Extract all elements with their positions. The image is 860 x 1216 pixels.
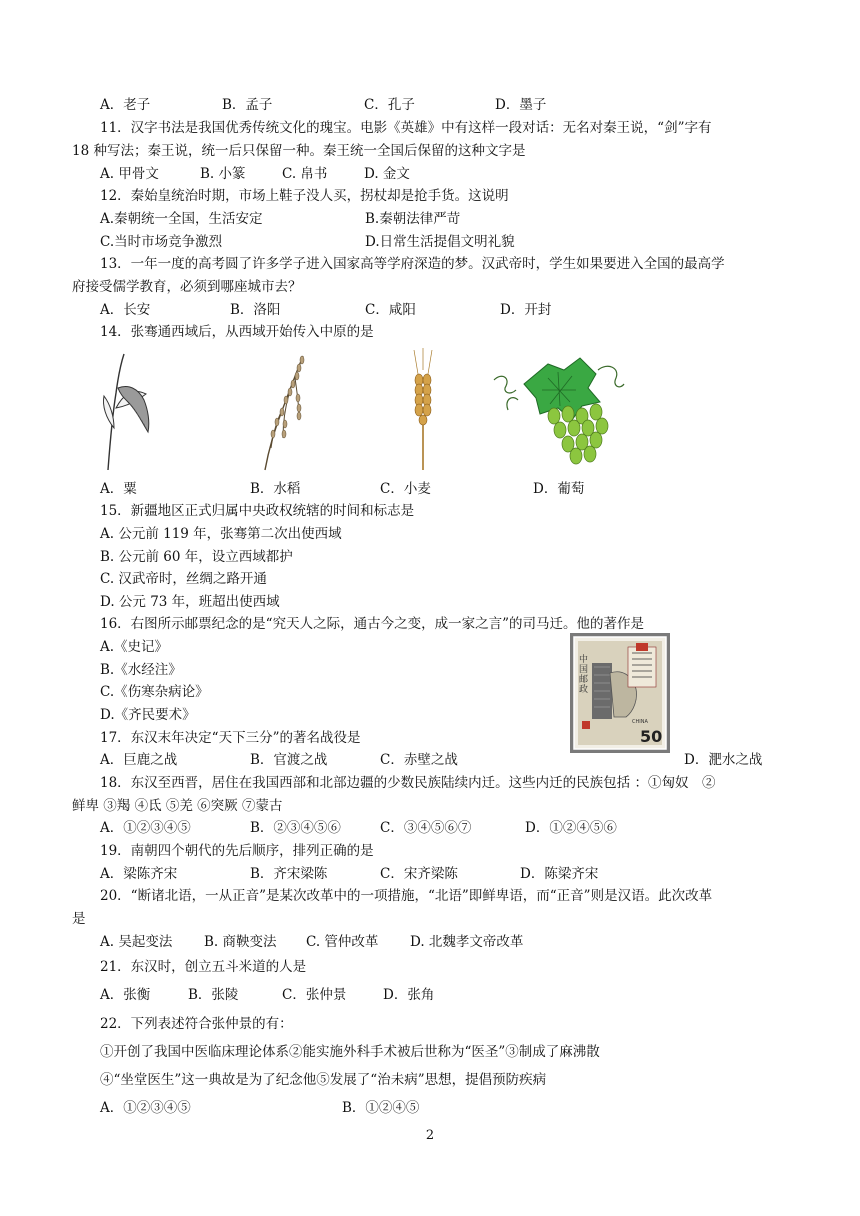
stamp-country: 中国邮政: [579, 655, 589, 695]
q11-option-c: C. 帛书: [282, 166, 328, 182]
q20-option-c: C. 管仲改革: [306, 934, 379, 950]
q19-text-line1: 19．南朝四个朝代的先后顺序，排列正确的是: [100, 843, 374, 859]
q22-option-a: A．①②③④⑤: [100, 1100, 191, 1116]
q19-option-d: D．陈梁齐宋: [520, 866, 599, 882]
q15-option-c: C. 汉武帝时，丝绸之路开通: [100, 571, 267, 587]
q21-option-d: D．张角: [383, 987, 435, 1003]
q11-option-b: B. 小篆: [200, 166, 246, 182]
q16-option-b: B.《水经注》: [100, 662, 182, 678]
q13-text-line2: 府接受儒学教育，必须到哪座城市去？: [72, 279, 302, 295]
q16-text-line1: 16．右图所示邮票纪念的是“究天人之际，通古今之变，成一家之言”的司马迁。他的著作是: [100, 616, 644, 632]
q22-text-line3: ④“坐堂医生”这一典故是为了纪念他⑤发展了“治未病”思想，提倡预防疾病: [100, 1072, 547, 1088]
q15-option-a: A. 公元前 119 年，张骞第二次出使西域: [100, 526, 342, 542]
q16-option-d: D.《齐民要术》: [100, 707, 196, 723]
q18-text-line2: 鲜卑 ③羯 ④氐 ⑤羌 ⑥突厥 ⑦蒙古: [72, 798, 283, 814]
page-number: 2: [425, 1128, 435, 1143]
q11-option-a: A. 甲骨文: [100, 166, 159, 182]
q16-option-c: C.《伤寒杂病论》: [100, 684, 209, 700]
q20-option-a: A. 吴起变法: [100, 934, 173, 950]
q18-option-c: C．③④⑤⑥⑦: [380, 820, 472, 836]
q16-option-a: A.《史记》: [100, 639, 169, 655]
q11-text-line2: 18 种写法；秦王说，统一后只保留一种。秦王统一全国后保留的这种文字是: [72, 143, 526, 159]
q12-option-c: C.当时市场竞争激烈: [100, 234, 223, 250]
stamp-value: 50: [640, 727, 663, 746]
q18-option-a: A．①②③④⑤: [100, 820, 191, 836]
q14-option-c: C．小麦: [380, 481, 431, 497]
q11-text-line1: 11．汉字书法是我国优秀传统文化的瑰宝。电影《英雄》中有这样一段对话：无名对秦王说，“剑”字有: [100, 120, 712, 136]
q20-option-d: D. 北魏孝文帝改革: [410, 934, 524, 950]
q12-option-d: D.日常生活提倡文明礼貌: [365, 234, 515, 250]
q17-option-d: D．淝水之战: [684, 752, 763, 768]
q17-option-c: C．赤壁之战: [380, 752, 458, 768]
q18-option-b: B．②③④⑤⑥: [250, 820, 341, 836]
q22-text-line1: 22．下列表述符合张仲景的有：: [100, 1016, 293, 1032]
q12-text-line1: 12．秦始皇统治时期，市场上鞋子没人买，拐杖却是抢手货。这说明: [100, 188, 509, 204]
q15-option-b: B. 公元前 60 年，设立西域都护: [100, 549, 293, 565]
q14-option-d: D．葡萄: [533, 481, 585, 497]
q14-option-a: A．粟: [100, 481, 137, 497]
q22-text-line2: ①开创了我国中医临床理论体系②能实施外科手术被后世称为“医圣”③制成了麻沸散: [100, 1044, 600, 1060]
q21-option-c: C．张仲景: [282, 987, 347, 1003]
q20-option-b: B. 商鞅变法: [204, 934, 277, 950]
q10-option-b: B．孟子: [222, 97, 273, 113]
q19-option-a: A．梁陈齐宋: [100, 866, 178, 882]
q15-option-d: D. 公元 73 年，班超出使西域: [100, 594, 280, 610]
q12-option-b: B.秦朝法律严苛: [365, 211, 461, 227]
q13-text-line1: 13．一年一度的高考圆了许多学子进入国家高等学府深造的梦。汉武帝时，学生如果要进入全国的最高学: [100, 256, 725, 272]
q17-text-line1: 17．东汉末年决定“天下三分”的著名战役是: [100, 730, 361, 746]
q10-option-c: C．孔子: [364, 97, 415, 113]
q11-option-d: D. 金文: [364, 166, 410, 182]
q17-option-b: B．官渡之战: [250, 752, 328, 768]
q22-option-b: B．①②④⑤: [342, 1100, 420, 1116]
rice-illustration: [255, 348, 315, 472]
q14-text-line1: 14．张骞通西域后，从西域开始传入中原的是: [100, 324, 374, 340]
wheat-illustration: [408, 348, 438, 472]
q13-option-b: B．洛阳: [230, 302, 281, 318]
q15-text-line1: 15．新疆地区正式归属中央政权统辖的时间和标志是: [100, 503, 415, 519]
q21-option-b: B．张陵: [188, 987, 239, 1003]
q13-option-c: C．咸阳: [365, 302, 416, 318]
stamp-latin: CHINA: [632, 719, 648, 725]
q14-option-b: B．水稻: [250, 481, 301, 497]
q13-option-d: D．开封: [500, 302, 552, 318]
sima-qian-stamp: [570, 633, 670, 753]
q18-option-d: D．①②④⑤⑥: [525, 820, 617, 836]
q19-option-b: B．齐宋梁陈: [250, 866, 328, 882]
q21-option-a: A．张衡: [100, 987, 151, 1003]
q10-option-d: D．墨子: [495, 97, 547, 113]
q20-text-line2: 是: [72, 911, 86, 927]
q21-text-line1: 21．东汉时，创立五斗米道的人是: [100, 959, 307, 975]
q17-option-a: A．巨鹿之战: [100, 752, 178, 768]
millet-illustration: [98, 348, 162, 472]
grape-illustration: [488, 350, 628, 468]
q10-option-a: A．老子: [100, 97, 151, 113]
q20-text-line1: 20．“断诸北语，一从正音”是某次改革中的一项措施，“北语”即鲜卑语，而“正音”则是汉语。此次改革: [100, 888, 713, 904]
q12-option-a: A.秦朝统一全国，生活安定: [100, 211, 263, 227]
q18-text-line1: 18．东汉至西晋，居住在我国西部和北部边疆的少数民族陆续内迁。这些内迁的民族包括 ：①匈奴 ②: [100, 775, 716, 791]
q19-option-c: C．宋齐梁陈: [380, 866, 458, 882]
q13-option-a: A．长安: [100, 302, 151, 318]
